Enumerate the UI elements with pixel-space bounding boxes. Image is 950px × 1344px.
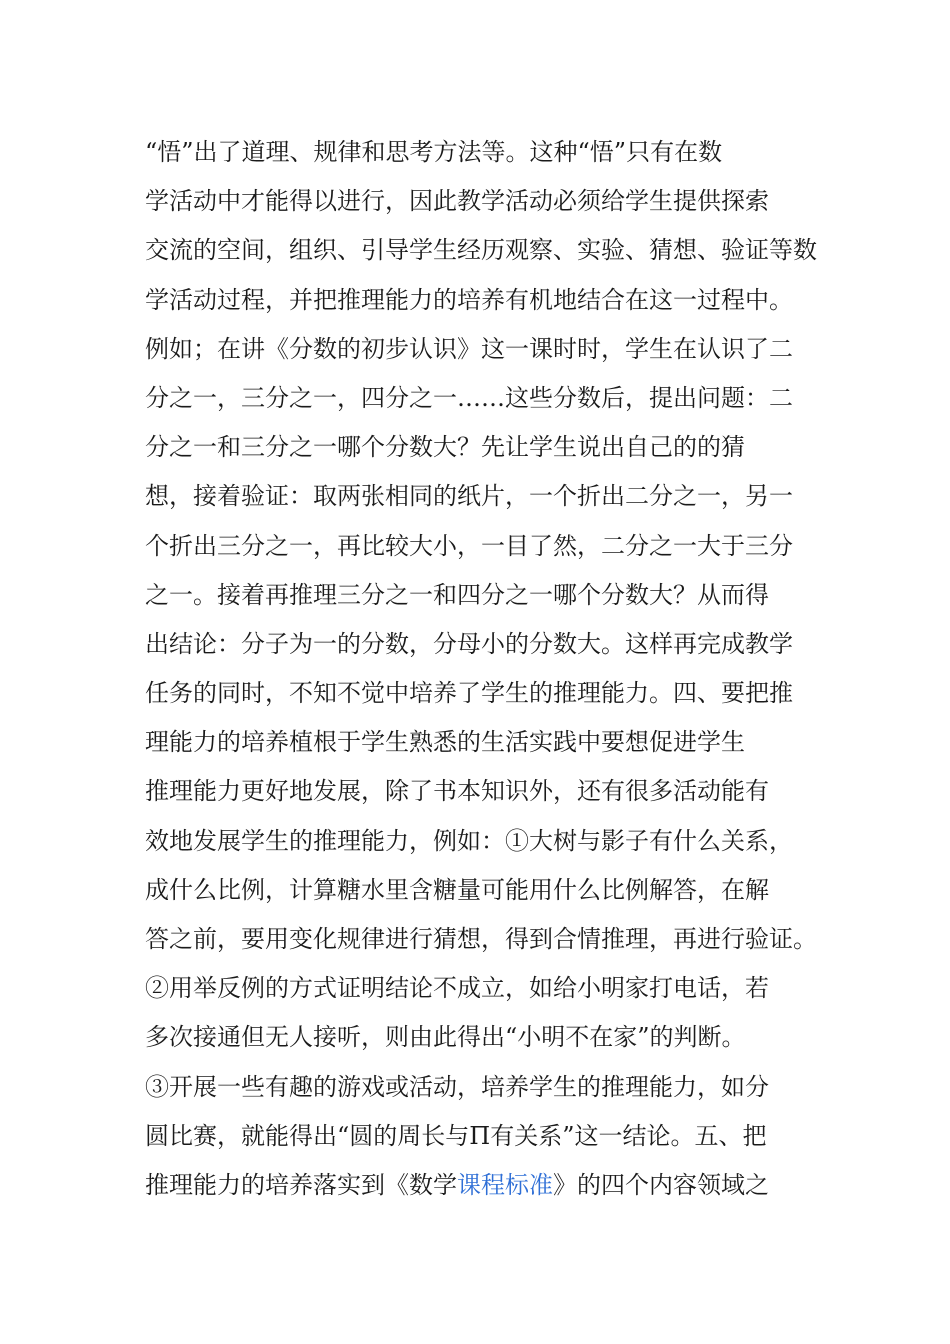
text-line-22-after: 》的四个内容领域之: [553, 1170, 769, 1199]
text-line-19: 多次接通但无人接听，则由此得出“小明不在家”的判断。: [145, 1023, 746, 1052]
text-line-21: 圆比赛，就能得出“圆的周长与Π有关系”这一结论。五、把: [145, 1121, 767, 1150]
text-line-10: 之一。接着再推理三分之一和四分之一哪个分数大？从而得: [145, 580, 769, 609]
text-line-3: 交流的空间，组织、引导学生经历观察、实验、猜想、验证等数: [145, 236, 817, 265]
text-line-6: 分之一，三分之一，四分之一……这些分数后，提出问题：二: [145, 383, 793, 412]
text-line-22: [145, 1161, 825, 1210]
document-body: [145, 128, 825, 1210]
text-line-1: “悟”出了道理、规律和思考方法等。这种“悟”只有在数: [145, 138, 723, 166]
text-line-20: ③开展一些有趣的游戏或活动，培养学生的推理能力，如分: [145, 1072, 769, 1101]
text-line-16: 成什么比例，计算糖水里含糖量可能用什么比例解答，在解: [145, 875, 769, 904]
text-line-5: 例如；在讲《分数的初步认识》这一课时时，学生在认识了二: [145, 334, 793, 363]
curriculum-standard-link[interactable]: 课程标准: [457, 1170, 553, 1199]
text-line-12: 任务的同时，不知不觉中培养了学生的推理能力。四、要把推: [145, 679, 793, 708]
text-line-15: 效地发展学生的推理能力，例如：①大树与影子有什么关系，: [145, 826, 793, 855]
text-line-11: 出结论：分子为一的分数，分母小的分数大。这样再完成教学: [145, 629, 793, 658]
text-line-7: 分之一和三分之一哪个分数大？先让学生说出自己的的猜: [145, 433, 745, 462]
text-line-18: ②用举反例的方式证明结论不成立，如给小明家打电话，若: [145, 974, 769, 1003]
text-line-8: 想，接着验证：取两张相同的纸片，一个折出二分之一，另一: [145, 482, 793, 511]
text-line-4: 学活动过程，并把推理能力的培养有机地结合在这一过程中。: [145, 285, 793, 314]
text-line-22-before: 推理能力的培养落实到《数学: [145, 1170, 457, 1199]
text-line-2: 学活动中才能得以进行，因此教学活动必须给学生提供探索: [145, 187, 769, 216]
text-line-13: 理能力的培养植根于学生熟悉的生活实践中要想促进学生: [145, 728, 745, 757]
text-line-9: 个折出三分之一，再比较大小，一目了然，二分之一大于三分: [145, 531, 793, 560]
text-line-17: 答之前，要用变化规律进行猜想，得到合情推理，再进行验证。: [145, 925, 817, 953]
text-line-14: 推理能力更好地发展，除了书本知识外，还有很多活动能有: [145, 777, 769, 806]
